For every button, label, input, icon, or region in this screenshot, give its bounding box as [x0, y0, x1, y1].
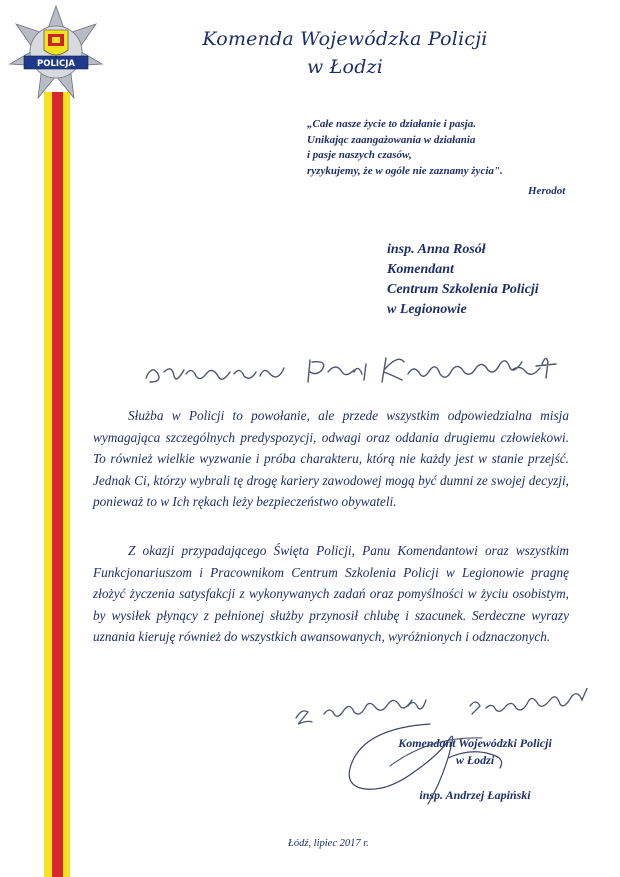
badge-label: POLICJA [36, 59, 76, 69]
police-star-badge-icon [8, 4, 104, 102]
handwritten-closing [290, 688, 590, 728]
epigraph-quote [307, 117, 587, 179]
recipient-institution: Centrum Szkolenia Policji [387, 282, 539, 297]
signatory-name: insp. Andrzej Łapiński [419, 788, 531, 802]
quote-line: „Całe nasze życie to działanie i pasja. [307, 118, 476, 130]
quote-line: Unikając zaangażowania w działania [307, 133, 476, 146]
quote-line: ryzykujemy, że w ogóle nie zaznamy życia". [307, 164, 503, 177]
header-title: Komenda Wojewódzka Policji [202, 28, 488, 50]
recipient-address [387, 240, 597, 320]
body-paragraph-2 [93, 540, 569, 648]
quote-line: i pasje naszych czasów, [307, 149, 412, 162]
recipient-city: w Legionowie [387, 302, 467, 317]
paragraph-text: Z okazji przypadającego Święta Policji, Panu Komendantowi oraz wszystkim Funkcjonariuszom i Pracownikom Centrum Szkolenia Policji w Legionowie pragnę złożyć życzenia satysfakcji z wykonywanych zadań oraz pomyślności w życiu osobistym, by wysiłek płynący z pełnionej służby przynosił chlubę i szacunek. Serdeczne wyrazy uznania kieruję również do wszystkich awansowanych, wyróżnionych i odznaczonych. [93, 543, 569, 645]
recipient-name: insp. Anna Rosół [387, 242, 486, 257]
handwritten-salutation [140, 352, 570, 388]
red-stripe [52, 92, 63, 877]
paragraph-text: Służba w Policji to powołanie, ale przede wszystkim odpowiedzialna misja wymagająca szczególnych predyspozycji, odwagi oraz oddania drugiemu człowiekowi. To również wielkie wyzwanie i próba charakteru, którą nie każdy jest w stanie przejść. Jednak Ci, którzy wybrali tę drogę kariery zawodowej mogą być dumni ze swojej decyzji, ponieważ to w Ich rękach leży bezpieczeństwo obywateli. [93, 408, 569, 510]
signatory-city: w Łodzi [455, 753, 495, 767]
body-paragraph-1 [93, 405, 569, 513]
header-subtitle: w Łodzi [306, 56, 384, 78]
quote-author: Herodot [528, 185, 566, 197]
place-and-date: Łódź, lipiec 2017 r. [288, 838, 369, 849]
recipient-title: Komendant [387, 262, 454, 277]
signatory-title: Komendant Wojewódzki Policji [398, 736, 552, 750]
